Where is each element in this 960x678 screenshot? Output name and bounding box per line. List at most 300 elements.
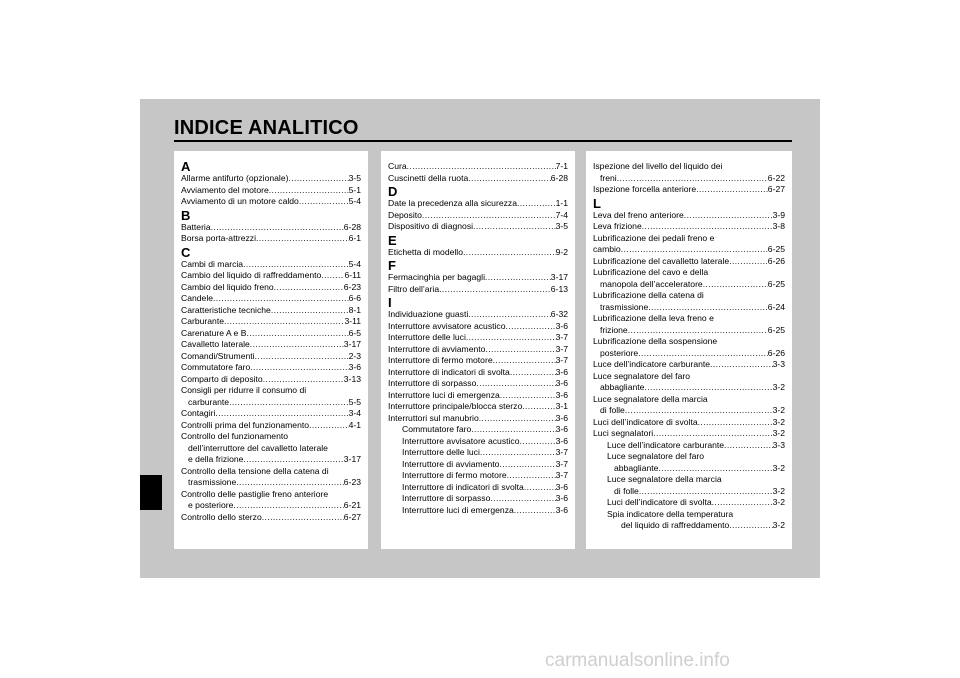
- dot-leader: [250, 362, 348, 374]
- dot-leader: [485, 344, 555, 356]
- index-entry: [593, 325, 785, 337]
- index-entry: [388, 355, 568, 367]
- dot-leader: [480, 447, 556, 459]
- dot-leader: [263, 374, 344, 386]
- entry-label: Interruttore di avviamento: [388, 343, 486, 354]
- dot-leader: [466, 332, 556, 344]
- dot-leader: [621, 244, 768, 256]
- dot-leader: [729, 256, 768, 268]
- entry-page: 3-9: [772, 209, 785, 220]
- index-entry: [388, 447, 568, 459]
- entry-page: 3-6: [555, 320, 568, 331]
- entry-label: Interruttore di avviamento: [402, 458, 500, 469]
- index-entry: [388, 272, 568, 284]
- entry-page: 3-2: [772, 416, 785, 427]
- dot-leader: [211, 222, 344, 234]
- entry-label: Interruttore di fermo motore: [402, 470, 507, 480]
- entry-page: 3-6: [348, 362, 361, 372]
- dot-leader: [468, 309, 551, 321]
- entry-label: Fermacinghia per bagagli: [388, 272, 485, 282]
- entry-label: Cambio del liquido freno: [181, 281, 274, 292]
- entry-label: trasmissione: [600, 301, 649, 312]
- title-rule: [174, 140, 792, 142]
- index-entry: [388, 436, 568, 448]
- dot-leader: [246, 328, 348, 340]
- index-entry: [181, 185, 361, 197]
- index-entry: [181, 173, 361, 185]
- dot-leader: [479, 413, 556, 425]
- entry-label: Contagiri: [181, 408, 216, 418]
- index-entry: [181, 305, 361, 317]
- dot-leader: [233, 500, 343, 512]
- dot-leader: [471, 424, 555, 436]
- entry-page: 3-3: [772, 439, 785, 450]
- dot-leader: [524, 482, 556, 494]
- entry-label: Candele: [181, 293, 214, 303]
- dot-leader: [703, 279, 768, 291]
- section-tab: [140, 475, 162, 510]
- entry-page: 3-8: [772, 221, 785, 231]
- entry-page: 6-22: [767, 172, 785, 183]
- entry-page: 3-6: [555, 378, 568, 388]
- entry-label: Luci dell’indicatore di svolta: [593, 416, 698, 427]
- index-letter: D: [388, 184, 398, 199]
- dot-leader: [628, 325, 768, 337]
- entry-page: 6-13: [550, 283, 568, 294]
- entry-page: 4-1: [348, 419, 361, 430]
- index-entry-text: Lubrificazione della sospensione: [593, 336, 718, 346]
- dot-leader: [255, 351, 349, 363]
- dot-leader: [617, 173, 768, 185]
- entry-label: Luce dell’indicatore carburante: [607, 439, 725, 450]
- index-entry: [593, 279, 785, 291]
- index-entry: [593, 405, 785, 417]
- index-entry: [593, 382, 785, 394]
- index-entry: [388, 309, 568, 321]
- entry-page: 2-3: [348, 350, 361, 361]
- dot-leader: [507, 470, 556, 482]
- dot-leader: [517, 198, 556, 210]
- entry-page: 3-2: [772, 382, 785, 392]
- entry-label: abbagliante: [600, 382, 645, 392]
- entry-label: Dispositivo di diagnosi: [388, 221, 474, 231]
- index-entry-text: Lubrificazione della leva freno e: [593, 313, 714, 323]
- dot-leader: [648, 302, 768, 314]
- entry-page: 3-7: [555, 355, 568, 365]
- index-entry: [181, 339, 361, 351]
- dot-leader: [439, 284, 551, 296]
- entry-page: 3-2: [772, 485, 785, 496]
- dot-leader: [288, 173, 348, 185]
- entry-page: 6-25: [767, 278, 785, 289]
- entry-page: 3-17: [343, 454, 361, 464]
- entry-page: 3-5: [348, 173, 361, 183]
- index-entry-text: Luce segnalatore del faro: [593, 370, 690, 381]
- entry-label: Controlli prima del funzionamento: [181, 419, 310, 430]
- entry-label: e posteriore: [188, 500, 234, 510]
- index-entry-text: Lubrificazione del cavo e della: [593, 267, 709, 277]
- entry-label: Controllo dello sterzo: [181, 511, 262, 522]
- index-entry: [388, 321, 568, 333]
- dot-leader: [271, 305, 349, 317]
- dot-leader: [463, 247, 556, 259]
- index-entry: [388, 505, 568, 517]
- entry-page: 3-11: [344, 316, 361, 326]
- dot-leader: [684, 210, 773, 222]
- dot-leader: [422, 210, 556, 222]
- index-column-3: [586, 151, 792, 549]
- entry-page: 3-3: [772, 359, 785, 369]
- entry-page: 3-13: [343, 373, 361, 384]
- entry-label: Interruttore delle luci: [388, 332, 466, 342]
- entry-page: 6-26: [767, 255, 785, 266]
- index-letter: C: [181, 244, 191, 260]
- entry-label: Luce dell’indicatore carburante: [593, 359, 711, 369]
- dot-leader: [309, 420, 349, 432]
- entry-label: Comandi/Strumenti: [181, 350, 255, 361]
- dot-leader: [476, 378, 555, 390]
- index-entry: [388, 284, 568, 296]
- entry-label: Leva frizione: [593, 221, 642, 231]
- entry-label: di folle: [614, 485, 639, 496]
- index-entry: [388, 493, 568, 505]
- entry-page: 6-32: [550, 309, 568, 319]
- entry-label: Etichetta di modello: [388, 246, 463, 257]
- index-entry: [593, 486, 785, 498]
- dot-leader: [653, 428, 772, 440]
- entry-label: Interruttore di sorpasso: [388, 378, 477, 388]
- index-entry: [593, 520, 785, 532]
- entry-label: Cavalletto laterale: [181, 339, 250, 349]
- dot-leader: [236, 477, 344, 489]
- entry-label: Luci segnalatori: [593, 428, 654, 438]
- entry-label: cambio: [593, 244, 621, 254]
- dot-leader: [644, 382, 772, 394]
- dot-leader: [658, 463, 772, 475]
- entry-label: Individuazione guasti: [388, 309, 469, 319]
- index-entry: [593, 359, 785, 371]
- dot-leader: [407, 161, 556, 173]
- entry-label: Carenature A e B: [181, 327, 247, 338]
- index-entry: [388, 413, 568, 425]
- index-entry: [593, 428, 785, 440]
- index-entry: [181, 316, 361, 328]
- entry-page: 9-2: [555, 246, 568, 257]
- page-title: INDICE ANALITICO: [174, 117, 359, 139]
- entry-page: 6-25: [767, 324, 785, 335]
- entry-label: Interruttore avvisatore acustico: [388, 320, 506, 331]
- entry-label: Cambi di marcia: [181, 258, 244, 269]
- dot-leader: [506, 321, 556, 333]
- index-entry: [388, 470, 568, 482]
- index-entry: [593, 221, 785, 233]
- entry-page: 3-6: [555, 389, 568, 400]
- index-entry: [181, 293, 361, 305]
- entry-label: Caratteristiche tecniche: [181, 304, 271, 315]
- index-entry: [388, 332, 568, 344]
- entry-label: Interruttori sul manubrio: [388, 412, 479, 423]
- dot-leader: [243, 454, 343, 466]
- entry-page: 3-7: [555, 447, 568, 457]
- index-entry: [181, 282, 361, 294]
- entry-page: 3-2: [772, 405, 785, 415]
- index-entry: [181, 477, 361, 489]
- entry-page: 6-1: [348, 233, 361, 243]
- entry-label: Avviamento di un motore caldo: [181, 196, 299, 206]
- index-entry: [181, 408, 361, 420]
- entry-page: 6-21: [343, 500, 361, 510]
- entry-page: 8-1: [348, 304, 361, 315]
- dot-leader: [473, 221, 556, 233]
- entry-page: 3-6: [555, 424, 568, 434]
- entry-label: Deposito: [388, 209, 422, 220]
- entry-label: di folle: [600, 405, 625, 415]
- index-entry: [181, 362, 361, 374]
- dot-leader: [213, 293, 349, 305]
- dot-leader: [243, 259, 348, 271]
- index-entry: [388, 482, 568, 494]
- dot-leader: [485, 272, 551, 284]
- entry-page: 3-6: [555, 366, 568, 377]
- entry-page: 3-7: [555, 332, 568, 342]
- index-entry: [181, 270, 361, 282]
- dot-leader: [262, 512, 344, 524]
- index-entry-text: Ispezione del livello del liquido dei: [593, 161, 723, 171]
- dot-leader: [729, 520, 772, 532]
- dot-leader: [499, 459, 555, 471]
- index-entry: [181, 397, 361, 409]
- entry-label: Batteria: [181, 221, 211, 232]
- entry-page: 3-4: [348, 408, 361, 418]
- dot-leader: [500, 390, 556, 402]
- entry-label: manopola dell’acceleratore: [600, 278, 703, 289]
- index-entry: [388, 247, 568, 259]
- dot-leader: [299, 196, 349, 208]
- entry-page: 6-23: [343, 281, 361, 292]
- index-entry-text: Luce segnalatore del faro: [607, 451, 704, 461]
- entry-page: 5-1: [348, 184, 361, 195]
- entry-page: 5-4: [348, 196, 361, 206]
- entry-label: Interruttore avvisatore acustico: [402, 435, 520, 446]
- entry-page: 6-28: [550, 172, 568, 183]
- dot-leader: [724, 440, 773, 452]
- entry-page: 6-11: [344, 270, 361, 280]
- dot-leader: [490, 493, 555, 505]
- entry-label: Date la precedenza alla sicurezza: [388, 198, 517, 208]
- index-entry-text: dell’interruttore del cavalletto laterale: [188, 442, 328, 453]
- entry-page: 6-24: [767, 301, 785, 312]
- entry-page: 7-4: [555, 209, 568, 220]
- index-entry: [593, 256, 785, 268]
- entry-label: posteriore: [600, 347, 639, 358]
- entry-page: 6-23: [343, 477, 361, 487]
- dot-leader: [514, 505, 556, 517]
- dot-leader: [468, 173, 551, 185]
- index-entry: [181, 500, 361, 512]
- index-entry: [388, 173, 568, 185]
- index-entry: [593, 440, 785, 452]
- entry-page: 6-26: [767, 347, 785, 358]
- entry-page: 3-1: [555, 401, 568, 411]
- entry-label: Interruttore di sorpasso: [402, 493, 491, 503]
- entry-page: 3-2: [772, 428, 785, 438]
- entry-page: 1-1: [555, 198, 568, 208]
- entry-label: Leva del freno anteriore: [593, 209, 684, 220]
- index-letter: A: [181, 159, 191, 174]
- dot-leader: [256, 233, 349, 245]
- dot-leader: [269, 185, 349, 197]
- entry-label: Cambio del liquido di raffreddamento: [181, 270, 322, 280]
- index-entry: [181, 222, 361, 234]
- entry-page: 5-5: [348, 396, 361, 407]
- index-letter: L: [593, 195, 601, 211]
- index-entry: [388, 459, 568, 471]
- entry-label: Interruttore delle luci: [402, 447, 480, 457]
- index-entry: [388, 221, 568, 233]
- index-entry: [181, 454, 361, 466]
- index-entry: [388, 390, 568, 402]
- entry-page: 5-4: [348, 258, 361, 269]
- index-entry: [593, 417, 785, 429]
- index-entry: [593, 184, 785, 196]
- entry-page: 3-2: [772, 462, 785, 473]
- index-entry: [593, 302, 785, 314]
- entry-page: 3-17: [343, 339, 361, 349]
- entry-label: abbagliante: [614, 462, 659, 473]
- dot-leader: [520, 436, 556, 448]
- dot-leader: [639, 486, 773, 498]
- index-entry: [388, 378, 568, 390]
- entry-page: 3-6: [555, 412, 568, 423]
- dot-leader: [522, 401, 555, 413]
- entry-label: del liquido di raffreddamento: [621, 520, 730, 530]
- index-entry: [388, 401, 568, 413]
- entry-page: 3-17: [550, 272, 568, 282]
- index-entry: [181, 351, 361, 363]
- entry-page: 3-7: [555, 343, 568, 354]
- dot-leader: [321, 270, 344, 282]
- index-entry: [388, 210, 568, 222]
- index-entry: [181, 196, 361, 208]
- index-entry-text: Controllo delle pastiglie freno anteriore: [181, 488, 329, 499]
- entry-label: Cuscinetti della ruota: [388, 172, 469, 183]
- index-entry: [388, 198, 568, 210]
- entry-page: 6-25: [767, 244, 785, 254]
- index-letter: I: [388, 295, 392, 310]
- index-letter: F: [388, 258, 396, 273]
- entry-label: Commutatore faro: [402, 424, 472, 434]
- index-entry: [593, 173, 785, 185]
- entry-page: 3-5: [555, 221, 568, 231]
- dot-leader: [215, 408, 348, 420]
- entry-label: Borsa porta-attrezzi: [181, 233, 256, 243]
- entry-label: Ispezione forcella anteriore: [593, 184, 697, 194]
- index-entry: [388, 424, 568, 436]
- dot-leader: [250, 339, 344, 351]
- index-entry: [388, 161, 568, 173]
- entry-label: Interruttore di indicatori di svolta: [388, 366, 510, 377]
- entry-label: Interruttore luci di emergenza: [388, 389, 500, 400]
- entry-label: Luci dell’indicatore di svolta: [607, 497, 712, 507]
- index-column-1: [174, 151, 368, 549]
- entry-page: 3-7: [555, 458, 568, 469]
- entry-page: 3-6: [555, 493, 568, 503]
- dot-leader: [638, 348, 768, 360]
- index-column-2: [381, 151, 575, 549]
- dot-leader: [493, 355, 556, 367]
- entry-label: Lubrificazione del cavalletto laterale: [593, 255, 730, 266]
- entry-page: 6-6: [348, 293, 361, 303]
- index-entry: [181, 512, 361, 524]
- entry-page: 3-7: [555, 470, 568, 480]
- entry-label: Avviamento del motore: [181, 184, 269, 195]
- index-entry: [593, 348, 785, 360]
- dot-leader: [710, 359, 773, 371]
- entry-page: 3-2: [772, 497, 785, 507]
- index-entry-text: Lubrificazione della catena di: [593, 290, 704, 300]
- index-letter: B: [181, 207, 191, 223]
- entry-label: carburante: [188, 396, 230, 407]
- index-entry: [181, 233, 361, 245]
- index-entry: [593, 244, 785, 256]
- index-entry: [181, 259, 361, 271]
- index-entry: [388, 344, 568, 356]
- entry-label: Cura: [388, 161, 407, 171]
- entry-label: freni: [600, 172, 617, 183]
- index-entry-text: Consigli per ridurre il consumo di: [181, 385, 307, 395]
- index-entry: [593, 497, 785, 509]
- entry-label: Interruttore di indicatori di svolta: [402, 481, 524, 492]
- index-entry-text: Luce segnalatore della marcia: [607, 474, 722, 484]
- entry-page: 3-6: [555, 435, 568, 446]
- entry-page: 6-5: [348, 327, 361, 338]
- dot-leader: [642, 221, 773, 233]
- index-entry: [181, 420, 361, 432]
- entry-label: Interruttore di fermo motore: [388, 355, 493, 365]
- index-entry-text: Controllo della tensione della catena di: [181, 465, 329, 476]
- entry-label: Filtro dell’aria: [388, 283, 440, 294]
- index-entry: [181, 374, 361, 386]
- index-entry-text: Lubrificazione dei pedali freno e: [593, 232, 715, 243]
- dot-leader: [229, 397, 348, 409]
- entry-label: Comparto di deposito: [181, 373, 263, 384]
- entry-label: Allarme antifurto (opzionale): [181, 173, 289, 183]
- entry-page: 6-28: [343, 221, 361, 232]
- index-entry: [593, 210, 785, 222]
- dot-leader: [510, 367, 556, 379]
- index-entry-text: Controllo del funzionamento: [181, 431, 289, 441]
- entry-label: Interruttore luci di emergenza: [402, 504, 514, 515]
- entry-page: 3-6: [555, 481, 568, 492]
- dot-leader: [696, 184, 768, 196]
- index-entry: [388, 367, 568, 379]
- dot-leader: [274, 282, 344, 294]
- index-letter: E: [388, 232, 397, 248]
- entry-label: frizione: [600, 324, 628, 335]
- entry-page: 3-2: [772, 520, 785, 530]
- index-entry: [593, 463, 785, 475]
- dot-leader: [625, 405, 773, 417]
- entry-page: 6-27: [343, 511, 361, 522]
- entry-label: Commutatore faro: [181, 362, 251, 372]
- index-entry: [181, 328, 361, 340]
- index-entry-text: Spia indicatore della temperatura: [607, 508, 734, 519]
- index-entry-text: Luce segnalatore della marcia: [593, 393, 708, 404]
- entry-label: trasmissione: [188, 477, 237, 487]
- dot-leader: [224, 316, 344, 328]
- entry-page: 6-27: [767, 184, 785, 194]
- entry-label: e della frizione: [188, 454, 244, 464]
